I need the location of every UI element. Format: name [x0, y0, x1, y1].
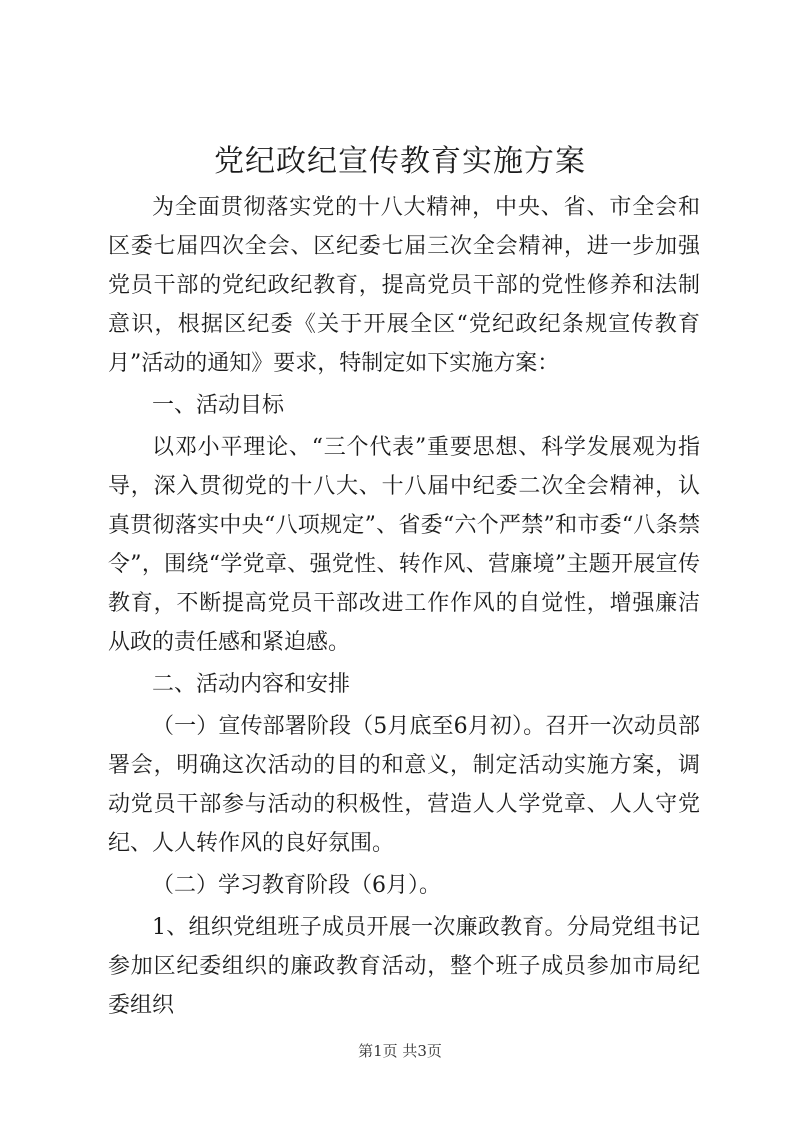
paragraph-activity-goal: 以邓小平理论、“三个代表”重要思想、科学发展观为指导，深入贯彻党的十八大、十八届中纪委二次全会精神，认真贯彻落实中央“八项规定”、省委“六个严禁”和市委“八条禁令”，围绕“学党章、强党性、转作风、营廉境”主题开展宣传教育，不断提高党员干部改进工作作风的自觉性，增强廉洁从政的责任感和紧迫感。	[108, 435, 700, 655]
paragraph-stage-two: （二）学习教育阶段（6月）。	[152, 873, 441, 898]
paragraph-stage-one: （一）宣传部署阶段（5月底至6月初）。召开一次动员部署会，明确这次活动的目的和意义，制定活动实施方案，调动党员干部参与活动的积极性，营造人人学党章、人人守党纪、人人转作风的良好氛围。	[108, 714, 700, 856]
document-body	[108, 188, 700, 1025]
heading-activity-content: 二、活动内容和安排	[152, 672, 351, 697]
document-title: 党纪政纪宣传教育实施方案	[214, 144, 586, 179]
page-number-footer: 第1页 共3页	[358, 1042, 442, 1060]
paragraph-intro: 为全面贯彻落实党的十八大精神，中央、省、市全会和区委七届四次全会、区纪委七届三次全会精神，进一步加强党员干部的党纪政纪教育，提高党员干部的党性修养和法制意识，根据区纪委《关于开展全区“党纪政纪条规宣传教育月”活动的通知》要求，特制定如下实施方案：	[108, 195, 700, 376]
heading-activity-goal: 一、活动目标	[152, 393, 285, 418]
paragraph-item-one: 1、组织党组班子成员开展一次廉政教育。分局党组书记参加区纪委组织的廉政教育活动，整个班子成员参加市局纪委组织	[108, 915, 700, 1018]
